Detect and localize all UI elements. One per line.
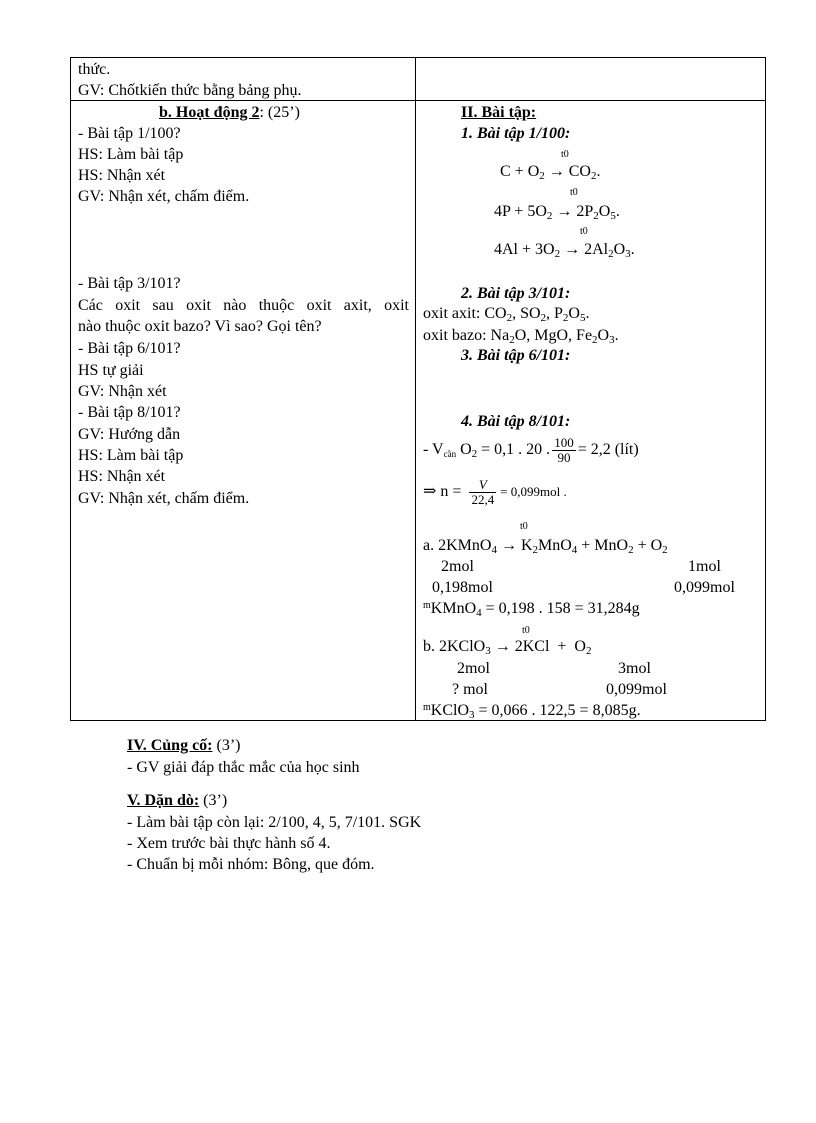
mass-kmno4: $^m$KMnO$_4$ = 0,198 . 158 = 31,284g	[423, 600, 640, 619]
ex3-text-2: nào thuộc oxit bazo? Vì sao? Gọi tên?	[78, 318, 322, 335]
m-kclo3-result: = 0,066 . 122,5 = 8,085g.	[478, 702, 641, 719]
oxit-axit-label: oxit axit:	[423, 305, 481, 322]
left-line: GV: Nhận xét, chấm điểm.	[78, 490, 250, 507]
frac-num: 100	[554, 434, 574, 450]
left-top-line-1: thức.	[78, 61, 111, 78]
volume-calc: - $V_{cần}$ $O_2 = 0,1$ . 20 . $\frac{100}{90}$ = 2,2 (lít)	[423, 434, 639, 465]
frac-den: 90	[557, 449, 571, 465]
activity-title: b. Hoạt động 2	[159, 104, 260, 121]
oxit-axit-line: oxit axit: $CO_2$, $SO_2$, $P_2O_5$.	[423, 305, 590, 324]
left-line: HS: Làm bài tập	[78, 447, 184, 464]
equation-1: $C + O_2 \to CO_2$.	[500, 163, 601, 182]
reaction-b: b. 2KClO$_3$ → $2KCl + O_2$	[423, 638, 592, 657]
left-line: GV: Nhận xét	[78, 383, 167, 400]
v-sub: cần	[443, 449, 457, 459]
condition-label: t0	[561, 149, 569, 160]
danDo-heading	[127, 790, 227, 811]
equation-2: $4P + 5O_2 \to 2P_2O_5$.	[494, 203, 620, 222]
left-line: HS tự giải	[78, 362, 144, 379]
ex3-title: 2. Bài tập 3/101:	[461, 285, 571, 302]
a-mol-4: 0,099mol	[674, 579, 735, 596]
ex8-title: 4. Bài tập 8/101:	[461, 413, 571, 430]
left-line: - Bài tập 6/101?	[78, 340, 181, 357]
cungco-title: IV. Củng cố:	[127, 737, 213, 754]
ex3-question: - Bài tập 3/101?	[78, 275, 181, 292]
cungco-heading	[127, 735, 240, 756]
danDo-line: - Xem trước bài thực hành số 4.	[127, 835, 331, 852]
n-result: = 0,099mol .	[500, 484, 567, 499]
oxit-bazo-label: oxit bazo:	[423, 327, 487, 344]
b-mol-1: 2mol	[457, 660, 490, 677]
section-title: II. Bài tập:	[461, 104, 537, 121]
frac-den: 22,4	[471, 491, 495, 507]
v-expr: = 0,1 . 20 .	[481, 441, 551, 458]
b-mol-3: ? mol	[452, 681, 488, 698]
danDo-line: - Chuẩn bị mỗi nhóm: Bông, que đóm.	[127, 856, 375, 873]
left-line: GV: Hướng dẫn	[78, 426, 181, 443]
fraction-v-22-4	[469, 478, 496, 507]
condition-label: t0	[522, 625, 530, 636]
left-top-line-2: GV: Chốtkiến thức bằng bảng phụ.	[78, 82, 302, 99]
a-mol-2: 1mol	[688, 558, 721, 575]
b-mol-4: 0,099mol	[606, 681, 667, 698]
left-line: - Bài tập 1/100?	[78, 125, 181, 142]
activity-time: : (25’)	[259, 104, 300, 121]
left-line: HS: Nhận xét	[78, 167, 166, 184]
left-line: GV: Nhận xét, chấm điểm.	[78, 188, 250, 205]
v-result: = 2,2 (lít)	[577, 441, 639, 458]
danDo-time: (3’)	[199, 792, 228, 809]
frac-num: V	[469, 478, 496, 493]
danDo-title: V. Dặn dò:	[127, 792, 200, 809]
left-line: - Bài tập 8/101?	[78, 404, 181, 421]
activity-heading	[159, 102, 300, 123]
equation-3: $4Al + 3O_2 \to 2Al_2O_3$.	[494, 241, 635, 260]
ex6-title: 3. Bài tập 6/101:	[461, 347, 571, 364]
fraction-100-90	[552, 436, 576, 465]
a-label: a. 2KMnO	[423, 537, 492, 554]
cungco-time: (3’)	[212, 737, 241, 754]
reaction-a: a. 2KMnO$_4$ → $K_2MnO_4 + MnO_2 + O_2$	[423, 537, 668, 556]
a-mol-1: 2mol	[441, 558, 474, 575]
lesson-table	[70, 57, 766, 721]
mass-kclo3: $^m$KClO$_3$ = 0,066 . 122,5 = 8,085g.	[423, 702, 641, 721]
a-mol-3: 0,198mol	[432, 579, 493, 596]
condition-label: t0	[570, 187, 578, 198]
b-mol-2: 3mol	[618, 660, 651, 677]
m-kmno4-result: = 0,198 . 158 = 31,284g	[485, 600, 640, 617]
condition-label: t0	[520, 521, 528, 532]
column-divider	[415, 58, 416, 720]
cungco-line: - GV giải đáp thắc mắc của học sinh	[127, 759, 360, 776]
left-line: HS: Nhận xét	[78, 468, 166, 485]
b-label: b. 2KClO	[423, 638, 486, 655]
ex1-title: 1. Bài tập 1/100:	[461, 125, 571, 142]
oxit-bazo-line: oxit bazo: $Na_2O$, MgO, $Fe_2O_3$.	[423, 327, 619, 346]
n-label: ⇒ n =	[423, 483, 462, 500]
danDo-line: - Làm bài tập còn lại: 2/100, 4, 5, 7/101. SGK	[127, 814, 422, 831]
condition-label: t0	[580, 226, 588, 237]
mole-calc	[423, 475, 567, 509]
ex3-text-1: Các oxit sau oxit nào thuộc oxit axit, oxit	[78, 297, 409, 314]
v-label: - V	[423, 441, 444, 458]
left-line: HS: Làm bài tập	[78, 146, 184, 163]
